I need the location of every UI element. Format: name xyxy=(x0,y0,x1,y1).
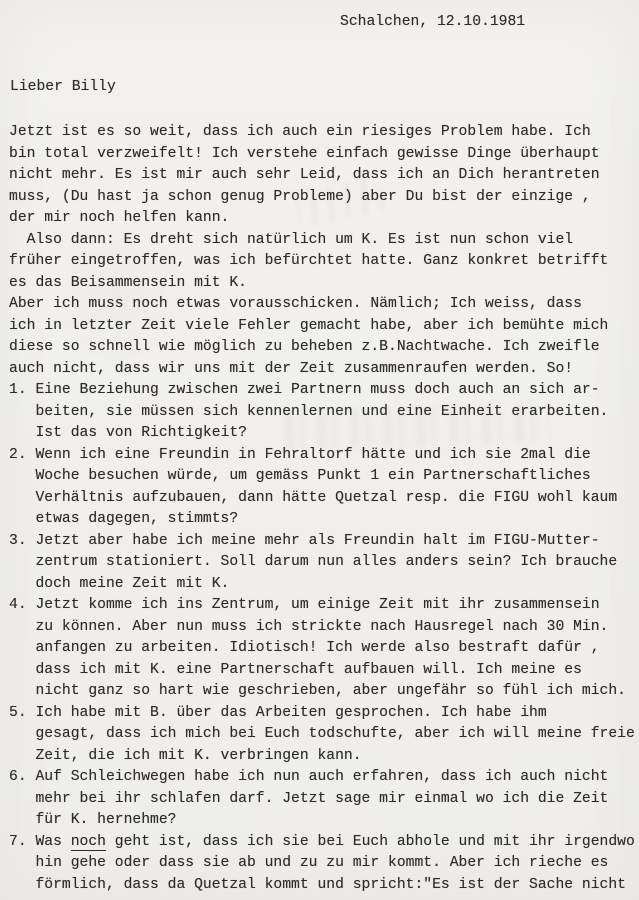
letter-line: beiten, sie müssen sich kennenlernen und eine Einheit erarbeiten. xyxy=(9,403,609,420)
letter-line: dass ich mit K. eine Partnerschaft aufbauen will. Ich meine es xyxy=(9,661,582,678)
letter-line-item6: 6. Auf Schleichwegen habe ich nun auch erfahren, dass ich auch nicht xyxy=(9,769,609,785)
letter-line-item1: 1. Eine Beziehung zwischen zwei Partnern muss doch auch an sich ar- xyxy=(9,382,600,398)
letter-line: muss, (Du hast ja schon genug Probleme) aber Du bist der einzige , xyxy=(9,188,591,205)
item7-underlined-word: noch xyxy=(70,833,106,850)
letter-line: anfangen zu arbeiten. Idiotisch! Ich werde also bestraft dafür , xyxy=(9,640,600,656)
letter-line: zentrum stationiert. Soll darum nun alles anders sein? Ich brauche xyxy=(9,554,618,570)
dateline: Schalchen, 12.10.1981 xyxy=(340,14,526,30)
letter-line: etwas dagegen, stimmts? xyxy=(9,511,239,527)
item7-suffix: geht ist, dass ich sie bei Euch abhole und mit ihr irgendwo xyxy=(105,833,635,850)
letter-line: doch meine Zeit mit K. xyxy=(9,575,230,592)
letter-line: Jetzt ist es so weit, dass ich auch ein riesiges Problem habe. Ich xyxy=(9,124,591,140)
letter-line: früher eingetroffen, was ich befürchtet hatte. Ganz konkret betrifft xyxy=(9,253,609,269)
letter-line: auch nicht, dass wir uns mit der Zeit zusammenraufen werden. So! xyxy=(9,360,574,377)
letter-line: für K. hernehme? xyxy=(9,812,177,828)
letter-line: gesagt, dass ich mich bei Euch todschufte, aber ich will meine freie xyxy=(9,726,635,742)
letter-line: Also dann: Es dreht sich natürlich um K. Es ist nun schon viel xyxy=(9,231,574,248)
salutation: Lieber Billy xyxy=(10,79,116,95)
letter-line: Zeit, die ich mit K. verbringen kann. xyxy=(9,747,362,764)
item7-prefix: 7. Was xyxy=(9,833,71,850)
letter-line-item5: 5. Ich habe mit B. über das Arbeiten gesprochen. Ich habe ihm xyxy=(9,704,547,721)
letter-line: nicht ganz so hart wie geschrieben, aber ungefähr so fühl ich mich. xyxy=(9,683,626,699)
letter-body xyxy=(9,122,639,896)
letter-line: Woche besuchen würde, um gemäss Punkt 1 ein Partnerschaftliches xyxy=(9,468,591,484)
letter-line: nicht mehr. Es ist mir auch sehr Leid, dass ich an Dich herantreten xyxy=(9,167,600,183)
letter-line: bin total verzweifelt! Ich verstehe einfach gewisse Dinge überhaupt xyxy=(9,145,600,162)
letter-line: Ist das von Richtigkeit? xyxy=(9,425,247,441)
letter-line: mehr bei ihr schlafen darf. Jetzt sage mir einmal wo ich die Zeit xyxy=(9,790,609,807)
letter-line: zu können. Aber nun muss ich strickte nach Hausregel nach 30 Min. xyxy=(9,618,609,635)
letter-line: es das Beisammensein mit K. xyxy=(9,274,247,291)
letter-line: förmlich, dass da Quetzal kommt und spricht:"Es ist der Sache nicht xyxy=(9,876,626,893)
letter-line: diese so schnell wie möglich zu beheben z.B.Nachtwache. Ich zweifle xyxy=(9,339,600,355)
letter-line: Aber ich muss noch etwas vorausschicken. Nämlich; Ich weiss, dass xyxy=(9,296,582,312)
letter-line-item2: 2. Wenn ich eine Freundin in Fehraltorf hätte und ich sie 2mal die xyxy=(9,446,591,463)
letter-line: Verhältnis aufzubauen, dann hätte Quetzal resp. die FIGU wohl kaum xyxy=(9,489,618,506)
letter-line-item4: 4. Jetzt komme ich ins Zentrum, um einige Zeit mit ihr zusammensein xyxy=(9,597,600,613)
letter-line: hin gehe oder dass sie ab und zu zu mir kommt. Aber ich rieche es xyxy=(9,855,609,871)
letter-line-item3: 3. Jetzt aber habe ich meine mehr als Freundin halt im FIGU-Mutter- xyxy=(9,532,600,549)
letter-line: der mir noch helfen kann. xyxy=(9,210,230,226)
letter-line: ich in letzter Zeit viele Fehler gemacht habe, aber ich bemühte mich xyxy=(9,317,609,334)
letter-line-item7 xyxy=(9,832,639,854)
